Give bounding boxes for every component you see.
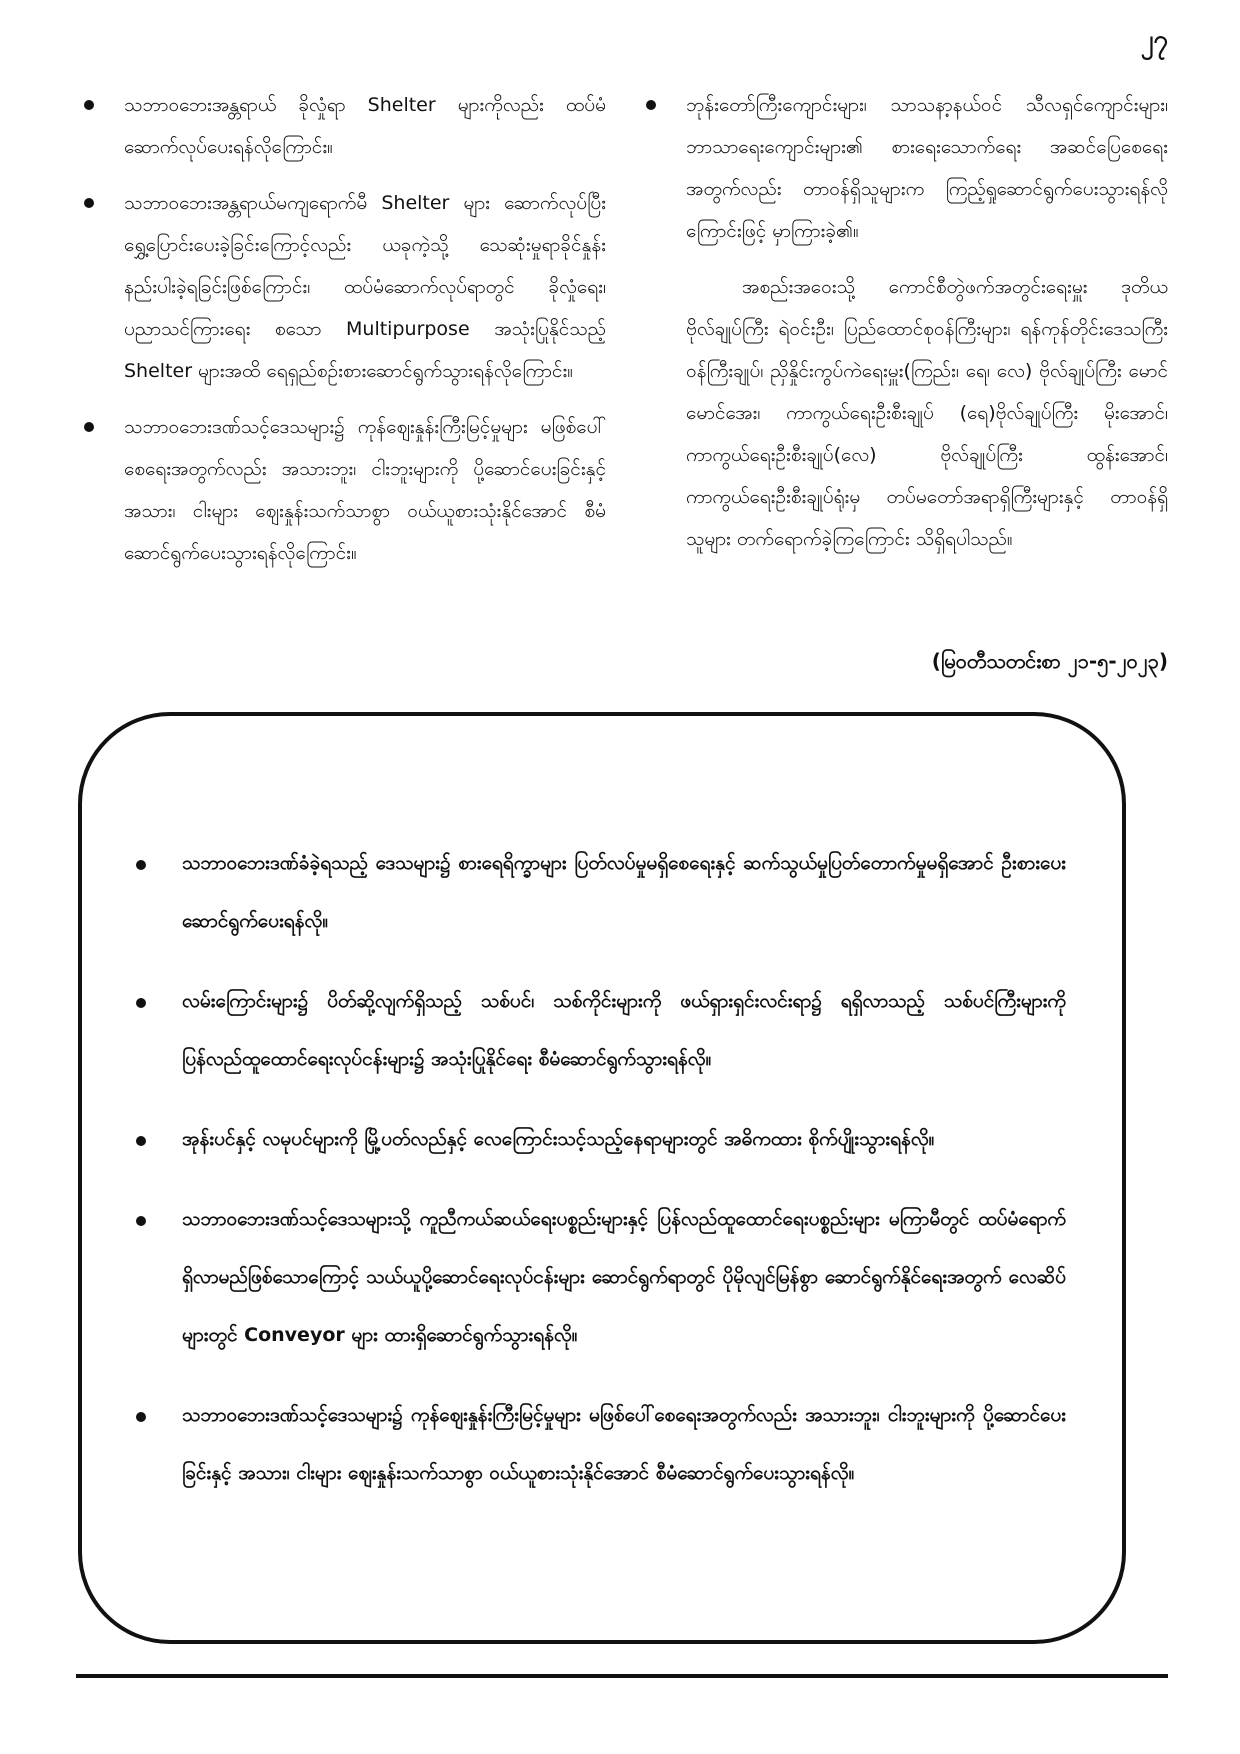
list-item: သဘာဝဘေးဒဏ်ခံခဲ့ရသည့် ဒေသများ၌ စားရေရိက္ခာများ ပြတ်လပ်မှုမရှိစေရေးနှင့် ဆက်သွယ်မှုပြတ်တောက်မှုမရှိအောင် ဦးစားပေးဆောင်ရွက်ပေးရန်လို။ [132,834,1066,950]
footer-divider [76,1674,1168,1678]
right-column [640,84,1168,588]
list-item: သဘာဝဘေးဒဏ်သင့်ဒေသများသို့ ကူညီကယ်ဆယ်ရေးပစ္စည်းများနှင့် ပြန်လည်ထူထောင်ရေးပစ္စည်းများ မကြာမီတွင် ထပ်မံရောက်ရှိလာမည်ဖြစ်သောကြောင့် သယ်ယူပို့ဆောင်ရေးလုပ်ငန်းများ ဆောင်ရွက်ရာတွင် ပိုမိုလျင်မြန်စွာ ဆောင်ရွက်နိုင်ရေးအတွက် လေဆိပ်များတွင် Conveyor များ ထားရှိဆောင်ရွက်သွားရန်လို။ [132,1190,1066,1364]
left-bullet-list [78,84,606,574]
list-item: သဘာဝဘေးအန္တရာယ်မကျရောက်မီ Shelter များ ဆောက်လုပ်ပြီး ရွှေ့ပြောင်းပေးခဲ့ခြင်းကြောင့်လည်း ယခုကဲ့သို့ သေဆုံးမှုရာခိုင်နှုန်း နည်းပါးခဲ့ရခြင်းဖြစ်ကြောင်း၊ ထပ်မံဆောက်လုပ်ရာတွင် ခိုလှုံရေး၊ ပညာသင်ကြားရေး စသော Multipurpose အသုံးပြုနိုင်သည့် Shelter များအထိ ရေရှည်စဉ်းစားဆောင်ရွက်သွားရန်လိုကြောင်း။ [78,182,606,392]
right-bullet-list [640,84,1168,252]
list-item: ဘုန်းတော်ကြီးကျောင်းများ၊ သာသနာ့နယ်ဝင် သီလရှင်ကျောင်းများ၊ ဘာသာရေးကျောင်းများ၏ စားရေးသောက်ရေး အဆင်ပြေစေရေးအတွက်လည်း တာဝန်ရှိသူများက ကြည့်ရှုဆောင်ရွက်ပေးသွားရန်လိုကြောင်းဖြင့် မှာကြားခဲ့၏။ [640,84,1168,252]
two-column-body [78,84,1168,588]
list-item: သဘာဝဘေးဒဏ်သင့်ဒေသများ၌ ကုန်ဈေးနှုန်းကြီးမြင့်မှုများ မဖြစ်ပေါ်စေရေးအတွက်လည်း အသားဘူး၊ ငါးဘူးများကို ပို့ဆောင်ပေးခြင်းနှင့် အသား၊ ငါးများ ဈေးနှုန်းသက်သာစွာ ဝယ်ယူစားသုံးနိုင်အောင် စီမံဆောင်ရွက်ပေးသွားရန်လိုကြောင်း။ [78,406,606,574]
list-item: သဘာဝဘေးအန္တရာယ် ခိုလှုံရာ Shelter များကိုလည်း ထပ်မံဆောက်လုပ်ပေးရန်လိုကြောင်း။ [78,84,606,168]
list-item: အုန်းပင်နှင့် လမုပင်များကို မြို့ပတ်လည်နှင့် လေကြောင်းသင့်သည့်နေရာများတွင် အဓိကထား စိုက်ပျိုးသွားရန်လို။ [132,1110,1066,1168]
page-number: ၂၇ [1140,25,1168,55]
box-bullet-list [132,834,1066,1502]
highlight-box [78,712,1126,1644]
list-item: သဘာဝဘေးဒဏ်သင့်ဒေသများ၌ ကုန်ဈေးနှုန်းကြီးမြင့်မှုများ မဖြစ်ပေါ်စေရေးအတွက်လည်း အသားဘူး၊ ငါးဘူးများကို ပို့ဆောင်ပေးခြင်းနှင့် အသား၊ ငါးများ ဈေးနှုန်းသက်သာစွာ ဝယ်ယူစားသုံးနိုင်အောင် စီမံဆောင်ရွက်ပေးသွားရန်လို။ [132,1386,1066,1502]
list-item: လမ်းကြောင်းများ၌ ပိတ်ဆို့လျက်ရှိသည့် သစ်ပင်၊ သစ်ကိုင်းများကို ဖယ်ရှားရှင်းလင်းရာ၌ ရရှိလာသည့် သစ်ပင်ကြီးများကို ပြန်လည်ထူထောင်ရေးလုပ်ငန်းများ၌ အသုံးပြုနိုင်ရေး စီမံဆောင်ရွက်သွားရန်လို။ [132,972,1066,1088]
source-citation: (မြဝတီသတင်းစာ ၂၁-၅-၂၀၂၃) [931,649,1168,673]
attendance-paragraph: အစည်းအဝေးသို့ ကောင်စီတွဲဖက်အတွင်းရေးမှူး ဒုတိယဗိုလ်ချုပ်ကြီး ရဲဝင်းဦး၊ ပြည်ထောင်စုဝန်ကြီးများ၊ ရန်ကုန်တိုင်းဒေသကြီးဝန်ကြီးချုပ်၊ ညှိနှိုင်းကွပ်ကဲရေးမှူး(ကြည်း၊ ရေ၊ လေ) ဗိုလ်ချုပ်ကြီး မောင်မောင်အေး၊ ကာကွယ်ရေးဦးစီးချုပ် (ရေ)ဗိုလ်ချုပ်ကြီး မိုးအောင်၊ ကာကွယ်ရေးဦးစီးချုပ်(လေ) ဗိုလ်ချုပ်ကြီး ထွန်းအောင်၊ ကာကွယ်ရေးဦးစီးချုပ်ရုံးမှ တပ်မတော်အရာရှိကြီးများနှင့် တာဝန်ရှိသူများ တက်ရောက်ခဲ့ကြကြောင်း သိရှိရပါသည်။ [686,276,1168,550]
left-column [78,84,606,588]
